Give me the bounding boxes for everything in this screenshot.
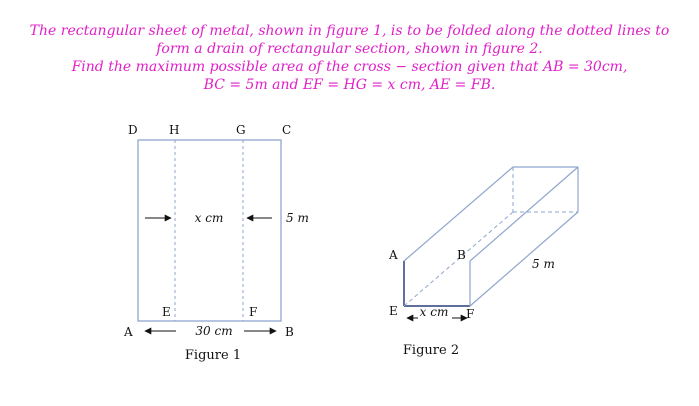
label-g: G: [236, 123, 246, 137]
figure-1-caption: Figure 1: [184, 348, 242, 363]
label-e: E: [162, 305, 171, 319]
label-f2: F: [466, 307, 475, 321]
label-a: A: [124, 325, 133, 339]
edge-f-bottom: [470, 212, 578, 306]
label-f: F: [249, 305, 258, 319]
problem-line-3: Find the maximum possible area of the cross − section given that AB = 30cm,: [71, 59, 628, 75]
label-h: H: [169, 123, 180, 137]
label-c: C: [282, 123, 292, 137]
bottom-width-label: x cm: [419, 305, 449, 319]
sheet-outline: [138, 140, 281, 321]
edge-a-top: [404, 167, 513, 261]
width-label: 30 cm: [195, 324, 233, 338]
label-e2: E: [389, 304, 398, 318]
label-a2: A: [389, 248, 398, 262]
problem-line-1: The rectangular sheet of metal, shown in figure 1, is to be folded along the dotted lines to: [29, 23, 670, 39]
figure-1: [123, 123, 309, 363]
height-label: 5 m: [286, 211, 309, 225]
middle-width-label: x cm: [194, 211, 224, 225]
figure-2: [388, 167, 578, 358]
length-label: 5 m: [532, 257, 555, 271]
problem-line-4: BC = 5m and EF = HG = x cm, AE = FB.: [203, 77, 496, 93]
label-d: D: [128, 123, 138, 137]
edge-b-top: [470, 167, 578, 261]
figure-2-caption: Figure 2: [402, 343, 460, 358]
label-b: B: [285, 325, 294, 339]
label-b2: B: [457, 248, 466, 262]
problem-line-2: form a drain of rectangular section, shown in figure 2.: [156, 41, 543, 57]
